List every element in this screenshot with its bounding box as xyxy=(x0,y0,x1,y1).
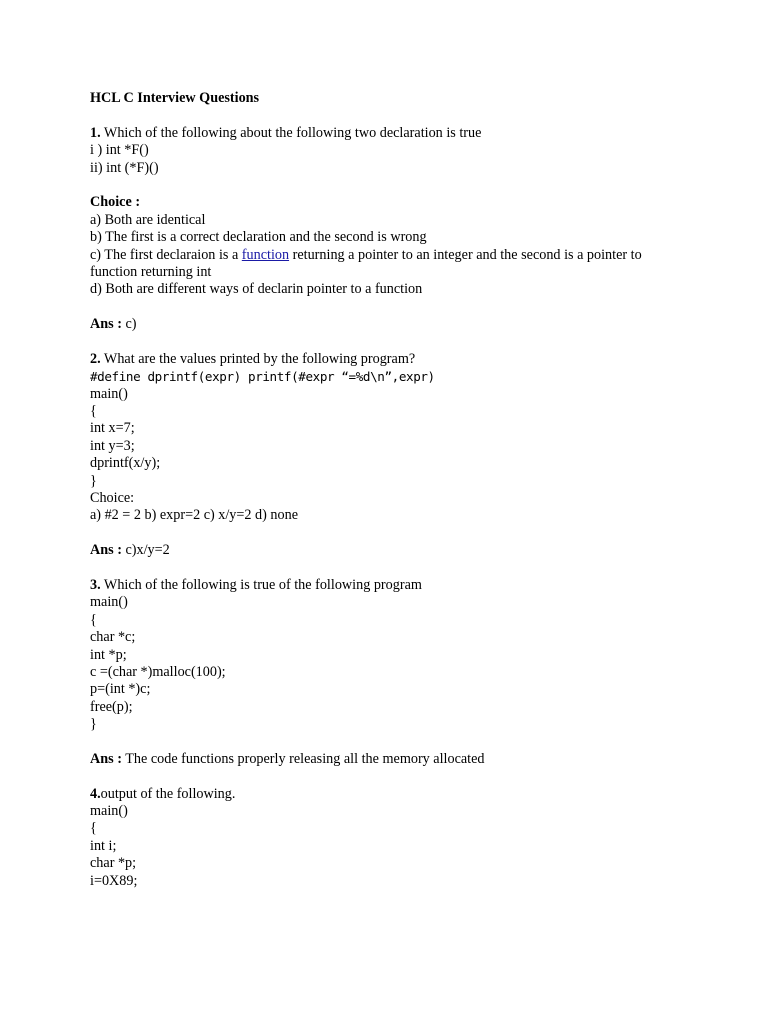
code-line: #define dprintf(expr) printf(#expr “=%d\n”,expr) xyxy=(90,369,435,385)
question-number: 2. xyxy=(90,350,101,367)
question-text: What are the values printed by the following program? xyxy=(100,350,416,367)
question-3 xyxy=(90,577,710,594)
choice-c-text-rest: returning a pointer to an integer and the second is a pointer to xyxy=(289,246,642,263)
code-line: int *p; xyxy=(90,646,127,663)
code-line: c =(char *)malloc(100); xyxy=(90,663,226,680)
page-title: HCL C Interview Questions xyxy=(90,90,260,106)
answer-text: c)x/y=2 xyxy=(121,542,170,559)
code-line: i=0X89; xyxy=(90,872,138,889)
answer-2 xyxy=(90,542,710,559)
code-line: main() xyxy=(90,385,128,402)
choice-c xyxy=(90,247,710,264)
question-text: Which of the following is true of the following program xyxy=(100,576,422,593)
question-2 xyxy=(90,351,710,368)
choice-c-text: c) The first declaraion is a xyxy=(90,246,242,263)
code-line: char *p; xyxy=(90,855,137,872)
document-page xyxy=(90,90,710,890)
code-line: main() xyxy=(90,803,128,820)
answer-label: Ans : xyxy=(90,750,122,767)
choice-a: a) Both are identical xyxy=(90,211,206,228)
answer-label: Ans : xyxy=(90,316,122,333)
question-4 xyxy=(90,786,710,803)
choice-label: Choice : xyxy=(90,194,141,211)
choice-label: Choice: xyxy=(90,489,135,506)
code-line: p=(int *)c; xyxy=(90,681,151,698)
answer-text: c) xyxy=(121,316,137,333)
code-line: { xyxy=(90,611,97,628)
choices: a) #2 = 2 b) expr=2 c) x/y=2 d) none xyxy=(90,507,298,524)
question-number: 1. xyxy=(90,124,101,141)
code-line: { xyxy=(90,820,97,837)
code-line: i ) int *F() xyxy=(90,142,149,159)
answer-3 xyxy=(90,751,710,768)
choice-c-continued: function returning int xyxy=(90,263,212,280)
code-line: ii) int (*F)() xyxy=(90,159,159,176)
function-link[interactable]: function xyxy=(241,246,290,263)
answer-text: The code functions properly releasing all the memory allocated xyxy=(121,750,485,767)
code-line: } xyxy=(90,716,97,733)
code-line: { xyxy=(90,403,97,420)
code-line: free(p); xyxy=(90,698,133,715)
answer-label: Ans : xyxy=(90,542,122,559)
question-number: 3. xyxy=(90,576,101,593)
answer-1 xyxy=(90,316,710,333)
choice-b: b) The first is a correct declaration and the second is wrong xyxy=(90,229,427,246)
question-number: 4. xyxy=(90,785,101,802)
code-line: dprintf(x/y); xyxy=(90,455,161,472)
question-1 xyxy=(90,125,710,142)
code-line: char *c; xyxy=(90,629,136,646)
question-text: Which of the following about the following two declaration is true xyxy=(100,124,482,141)
question-text: output of the following. xyxy=(100,785,236,802)
code-line: int i; xyxy=(90,837,117,854)
code-line: int x=7; xyxy=(90,420,135,437)
code-line: main() xyxy=(90,594,128,611)
choice-d: d) Both are different ways of declarin pointer to a function xyxy=(90,281,423,298)
code-line: } xyxy=(90,472,97,489)
code-line: int y=3; xyxy=(90,437,135,454)
